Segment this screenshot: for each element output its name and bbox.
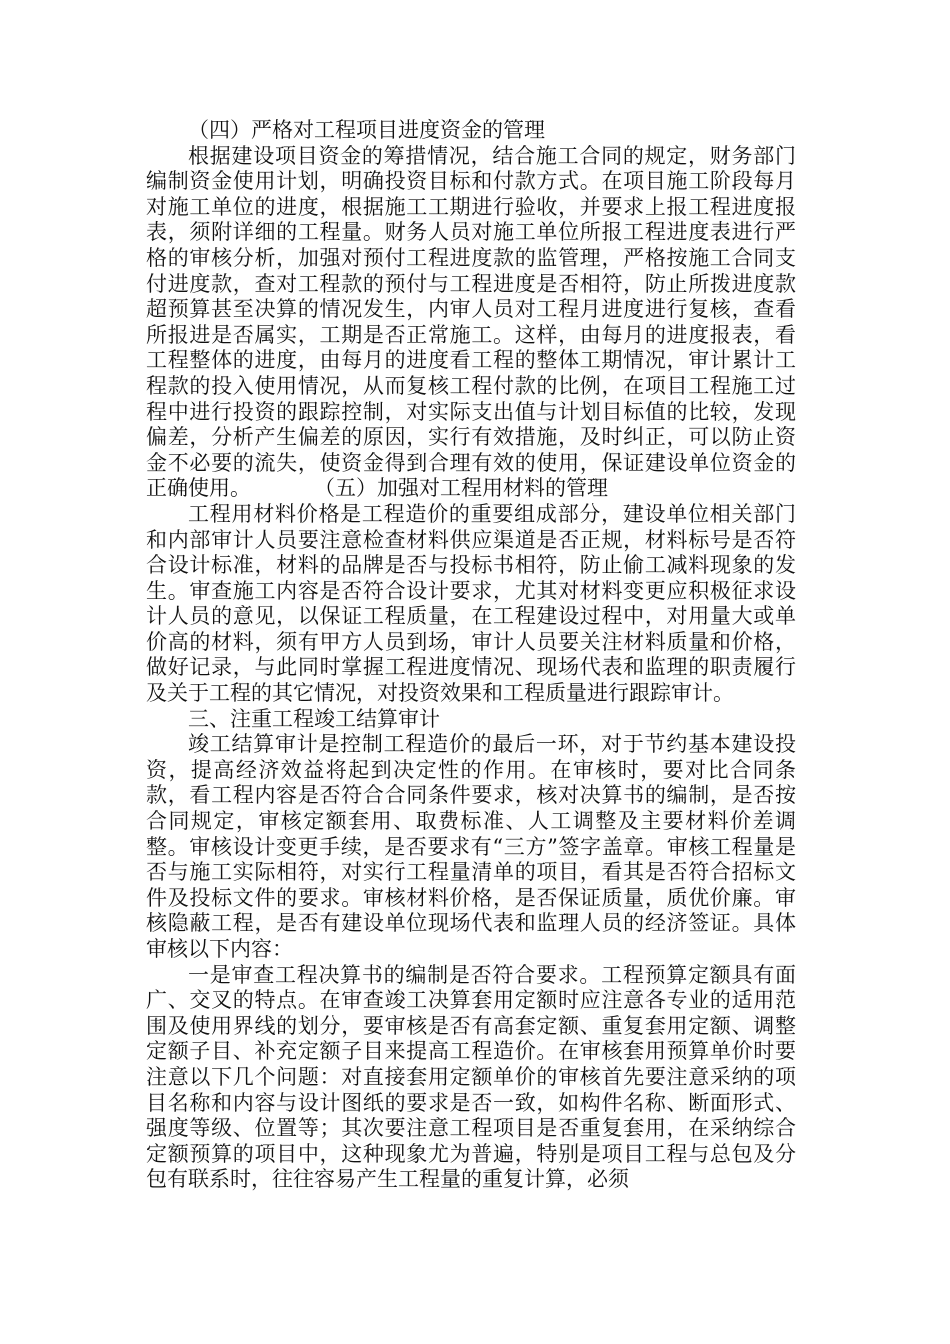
section-heading-4: （四）严格对工程项目进度资金的管理 (188, 118, 545, 142)
section-heading-5: （五）加强对工程用材料的管理 (324, 476, 608, 501)
part-3-heading: 三、注重工程竣工结算审计 (188, 706, 440, 731)
section-4-body: 根据建设项目资金的筹措情况，结合施工合同的规定，财务部门编制资金使用计划，明确投资目标和付款方式。在项目施工阶段每月对施工单位的进度，根据施工工期进行验收，并要求上报工程进度报表，须附详细的工程量。财务人员对施工单位所报工程进度表进行严格的审核分析，加强对预付工程进度款的监管理，严格按施工合同支付进度款，查对工程款的预付与工程进度是否相符，防止所拨进度款超预算甚至决算的情况发生，内审人员对工程月进度进行复核，查看所报进是否属实，工期是否正常施工。这样，由每月的进度报表，看工程整体的进度，由每月的进度看工程的整体工期情况，审计累计工程款的投入使用情况，从而复核工程付款的比例，在项目工程施工过程中进行投资的跟踪控制，对实际支出值与计划目标值的比较，发现偏差，分析产生偏差的原因，实行有效措施，及时纠正，可以防止资金不必要的流失，使资金得到合理有效的使用，保证建设单位资金的正确使用。 (146, 143, 796, 501)
item-1-paragraph: 一是审查工程决算书的编制是否符合要求。工程预算定额具有面广、交叉的特点。在审查竣工决算套用定额时应注意各专业的适用范围及使用界线的划分，要审核是否有高套定额、重复套用定额、调整定额子目、补充定额子目来提高工程造价。在审核套用预算单价时要注意以下几个问题：对直接套用定额单价的审核首先要注意采纳的项目名称和内容与设计图纸的要求是否一致，如构件名称、断面形式、强度等级、位置等；其次要注意工程项目是否重复套用，在采纳综合定额预算的项目中，这种现象尤为普遍，特别是项目工程与总包及分包有联系时，往往容易产生工程量的重复计算，必须 (146, 962, 796, 1192)
section-5-paragraph: 工程用材料价格是工程造价的重要组成部分，建设单位相关部门和内部审计人员要注意检查材料供应渠道是否正规，材料标号是否符合设计标准，材料的品牌是否与投标书相符，防止偷工减料现象的发生。审查施工内容是否符合设计要求，尤其对材料变更应积极征求设计人员的意见，以保证工程质量，在工程建设过程中，对用量大或单价高的材料，须有甲方人员到场，审计人员要关注材料质量和价格，做好记录，与此同时掌握工程进度情况、现场代表和监理的职责履行及关于工程的其它情况，对投资效果和工程质量进行跟踪审计。 (146, 501, 796, 706)
part-3-paragraph: 竣工结算审计是控制工程造价的最后一环，对于节约基本建设投资，提高经济效益将起到决定性的作用。在审核时，要对比合同条款，看工程内容是否符合合同条件要求，核对决算书的编制，是否按合同规定，审核定额套用、取费标准、人工调整及主要材料价差调整。审核设计变更手续，是否要求有“三方”签字盖章。审核工程量是否与施工实际相符，对实行工程量清单的项目，看其是否符合招标文件及投标文件的要求。审核材料价格，是否保证质量，质优价廉。审核隐蔽工程，是否有建设单位现场代表和监理人员的经济签证。具体审核以下内容： (146, 732, 796, 961)
document-page (146, 118, 796, 1193)
section-4-paragraph (146, 144, 796, 502)
